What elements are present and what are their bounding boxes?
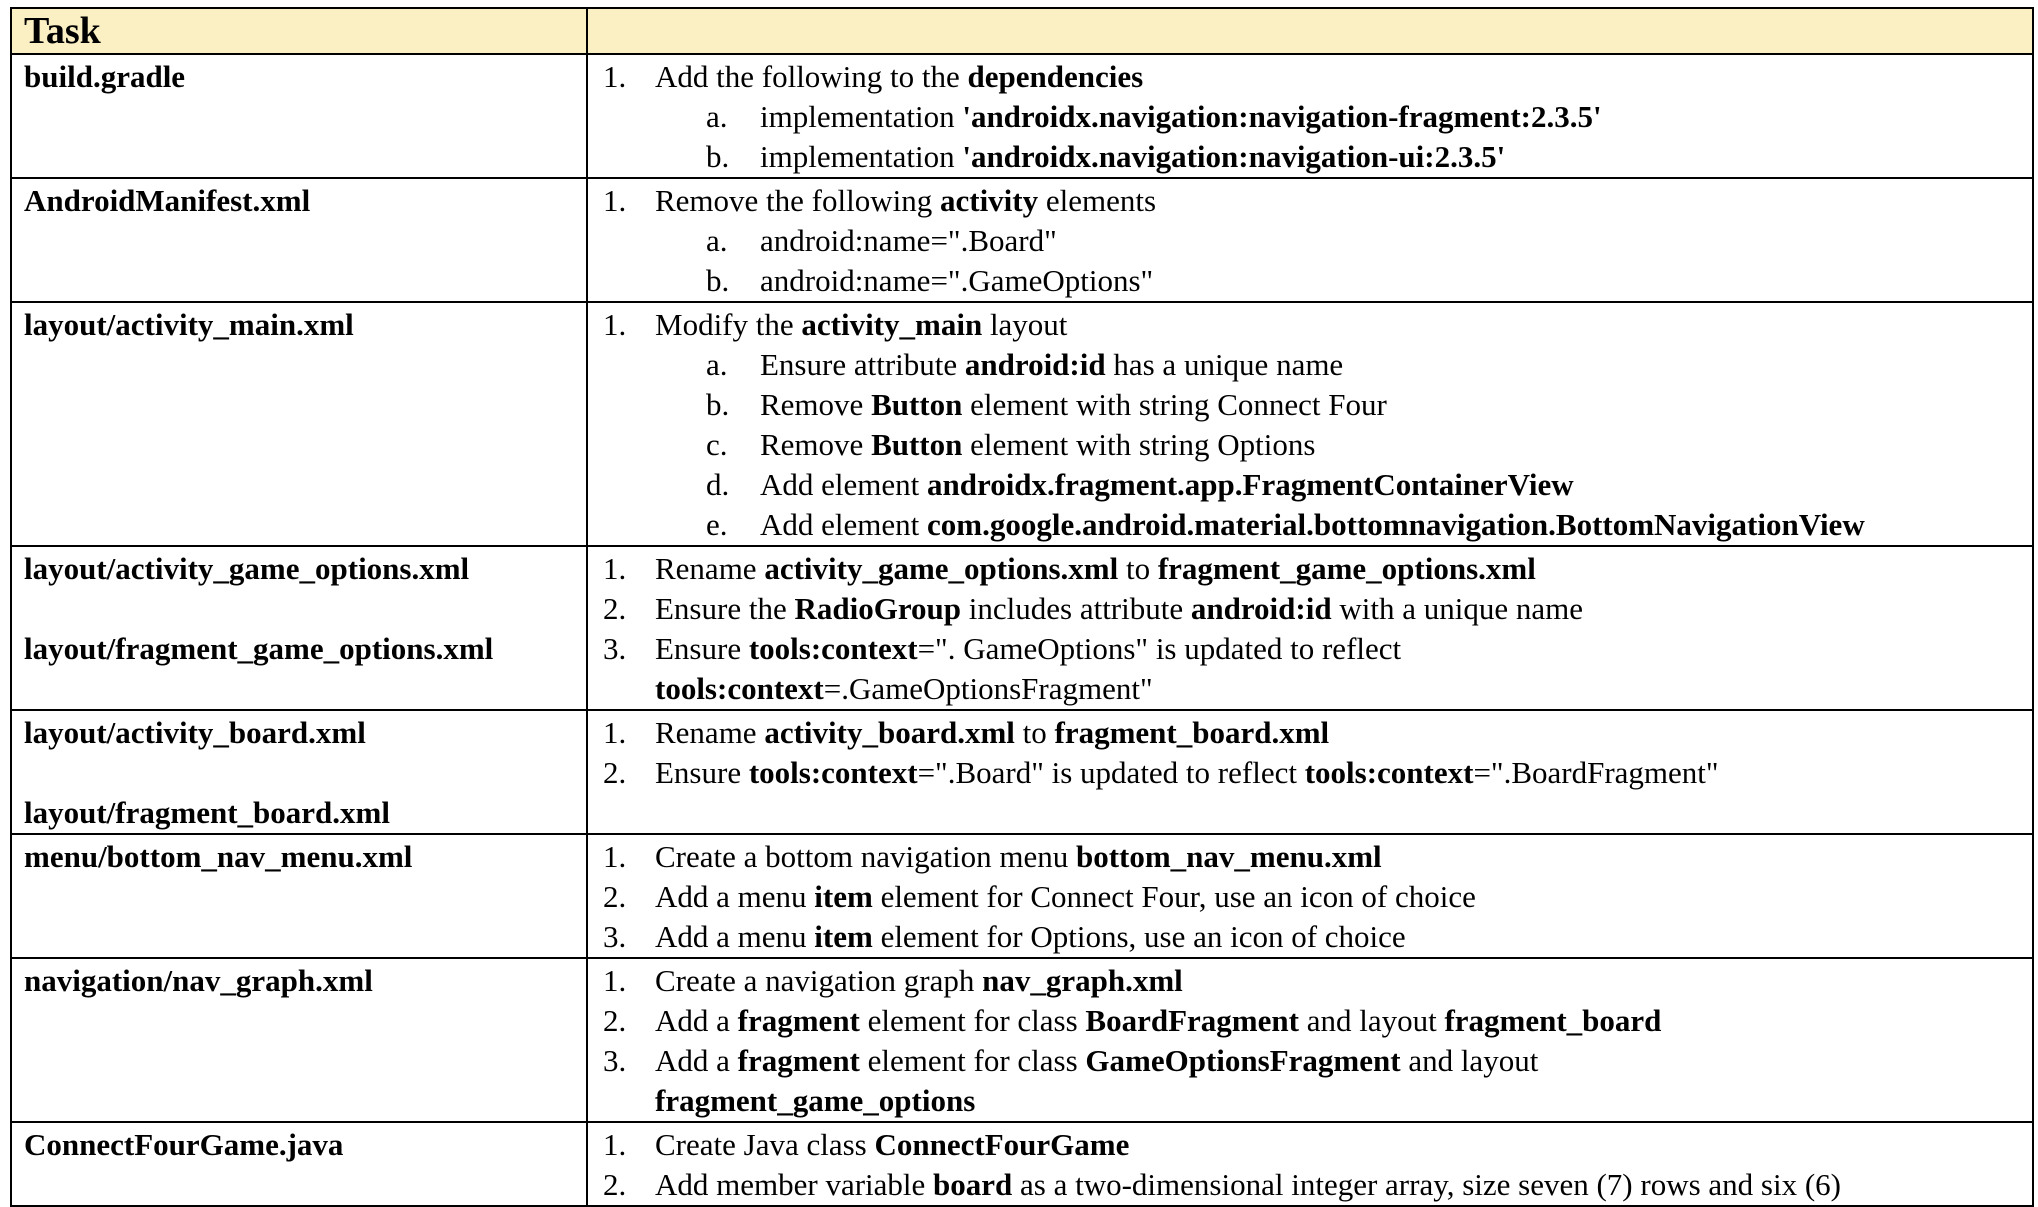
step-number: 1. — [603, 963, 627, 998]
steps-cell — [587, 710, 2033, 834]
step-text: element for Connect Four, use an icon of choice — [872, 879, 1476, 914]
step — [588, 305, 2032, 345]
sub-step — [588, 97, 2032, 137]
task-file-name: AndroidManifest.xml — [24, 183, 311, 218]
steps-cell — [587, 302, 2033, 546]
step-code-text: RadioGroup — [794, 591, 962, 626]
step — [588, 57, 2032, 97]
step-code-text: Button — [871, 387, 963, 422]
step-text: Rename — [655, 551, 765, 586]
step-text: =".BoardFragment" — [1473, 755, 1719, 790]
step-code-text: bottom_nav_menu.xml — [1075, 839, 1382, 874]
step-text: element with string Options — [962, 427, 1316, 462]
step — [588, 713, 2032, 753]
step-code-text: com.google.android.material.bottomnavigation.BottomNavigationView — [927, 507, 1865, 542]
step-text: elements — [1038, 183, 1157, 218]
step-text: Ensure — [655, 755, 749, 790]
sub-step — [588, 261, 2032, 301]
step-number: 2. — [603, 879, 627, 914]
table-row — [11, 1122, 2033, 1206]
step-text: Ensure attribute — [760, 347, 965, 382]
step-text: =".Board" is updated to reflect — [917, 755, 1305, 790]
step-text: Add a — [655, 1043, 738, 1078]
step-code-text: fragment_game_options — [655, 1083, 976, 1118]
step-code-text: tools:context — [655, 671, 824, 706]
step-code-text: androidx.fragment.app.FragmentContainerView — [927, 467, 1574, 502]
step-number: 3. — [603, 1043, 627, 1078]
step — [588, 629, 2032, 669]
step-code-text: ConnectFourGame — [874, 1127, 1130, 1162]
step-text: Add a menu — [655, 919, 815, 954]
step-number: e. — [706, 507, 728, 542]
task-cell — [11, 710, 587, 834]
step-code-text: nav_graph.xml — [982, 963, 1183, 998]
table-row — [11, 834, 2033, 958]
step-text: element for Options, use an icon of choice — [872, 919, 1406, 954]
step-text: Add a menu — [655, 879, 815, 914]
step-number: b. — [706, 139, 730, 174]
step-number: 1. — [603, 59, 627, 94]
task-spacer — [24, 753, 576, 793]
step-code-text: activity_game_options.xml — [764, 551, 1119, 586]
step-code-text: activity — [939, 183, 1039, 218]
step-text: as a two-dimensional integer array, size seven (7) rows and six (6) — [1012, 1167, 1841, 1202]
step-code-text: android:id — [964, 347, 1106, 382]
step-number: 1. — [603, 551, 627, 586]
task-cell — [11, 834, 587, 958]
step-text: =". GameOptions" is updated to reflect — [917, 631, 1402, 666]
step-text: android:name=".Board" — [760, 223, 1057, 258]
step-text: Add a — [655, 1003, 738, 1038]
step-text: with a unique name — [1331, 591, 1583, 626]
step-number: 1. — [603, 1127, 627, 1162]
step-code-text: fragment_board.xml — [1054, 715, 1330, 750]
table-row — [11, 302, 2033, 546]
step-code-text: tools:context — [748, 631, 918, 666]
task-file-name: layout/fragment_board.xml — [24, 795, 390, 830]
step-text: implementation — [760, 99, 963, 134]
step-number: 2. — [603, 591, 627, 626]
step — [588, 837, 2032, 877]
step-number: 3. — [603, 919, 627, 954]
step — [588, 1125, 2032, 1165]
step-text: Add element — [760, 507, 928, 542]
step-number: b. — [706, 387, 730, 422]
step-text: element for class — [859, 1003, 1086, 1038]
sub-step — [588, 505, 2032, 545]
step — [588, 1165, 2032, 1205]
step — [588, 669, 2032, 709]
step — [588, 1041, 2032, 1081]
step — [588, 181, 2032, 221]
step-number: 2. — [603, 1167, 627, 1202]
step-text: implementation — [760, 139, 963, 174]
task-cell — [11, 546, 587, 710]
steps-cell — [587, 54, 2033, 178]
step-code-text: dependencies — [967, 59, 1144, 94]
step — [588, 877, 2032, 917]
sub-step — [588, 465, 2032, 505]
task-file-name: menu/bottom_nav_menu.xml — [24, 839, 413, 874]
step-code-text: fragment — [737, 1043, 860, 1078]
task-cell — [11, 958, 587, 1122]
step-text: Add element — [760, 467, 928, 502]
sub-step — [588, 221, 2032, 261]
step-text: element with string Connect Four — [962, 387, 1387, 422]
step-text: Create a navigation graph — [655, 963, 983, 998]
step-code-text: Button — [871, 427, 963, 462]
task-cell — [11, 1122, 587, 1206]
steps-cell — [587, 546, 2033, 710]
step-code-text: tools:context — [1304, 755, 1474, 790]
step-text: and layout — [1400, 1043, 1539, 1078]
task-table — [10, 7, 2034, 1207]
steps-cell — [587, 958, 2033, 1122]
step-text: Add member variable — [655, 1167, 934, 1202]
step-code-text: 'androidx.navigation:navigation-fragment:2.3.5' — [962, 99, 1602, 134]
step-text: Rename — [655, 715, 765, 750]
task-spacer — [24, 589, 576, 629]
step-text: and layout — [1298, 1003, 1445, 1038]
sub-step — [588, 385, 2032, 425]
step-code-text: tools:context — [748, 755, 918, 790]
step-number: 3. — [603, 631, 627, 666]
step — [588, 549, 2032, 589]
task-cell — [11, 178, 587, 302]
task-file-name: build.gradle — [24, 59, 186, 94]
step-text: Remove — [760, 387, 872, 422]
step-text: Remove the following — [655, 183, 940, 218]
step-code-text: board — [933, 1167, 1013, 1202]
step-number: 1. — [603, 307, 627, 342]
step-text: Ensure — [655, 631, 749, 666]
step-code-text: android:id — [1190, 591, 1332, 626]
step-code-text: 'androidx.navigation:navigation-ui:2.3.5' — [962, 139, 1506, 174]
step — [588, 917, 2032, 957]
step-text: Ensure the — [655, 591, 795, 626]
step-text: Remove — [760, 427, 872, 462]
step-number: 1. — [603, 183, 627, 218]
step-code-text: item — [814, 879, 873, 914]
step-text: android:name=".GameOptions" — [760, 263, 1154, 298]
step-number: a. — [706, 223, 728, 258]
task-file-name: ConnectFourGame.java — [24, 1127, 344, 1162]
step — [588, 589, 2032, 629]
table-row — [11, 54, 2033, 178]
table-row — [11, 546, 2033, 710]
step-text: element for class — [859, 1043, 1086, 1078]
step-number: a. — [706, 347, 728, 382]
step-code-text: fragment — [737, 1003, 860, 1038]
step-text: includes attribute — [961, 591, 1191, 626]
step-text: layout — [982, 307, 1068, 342]
step-number: a. — [706, 99, 728, 134]
step-code-text: activity_board.xml — [764, 715, 1015, 750]
steps-cell — [587, 834, 2033, 958]
step — [588, 753, 2032, 793]
step-text: has a unique name — [1105, 347, 1344, 382]
step-number: d. — [706, 467, 730, 502]
step-number: 1. — [603, 839, 627, 874]
step-code-text: fragment_game_options.xml — [1157, 551, 1536, 586]
step — [588, 961, 2032, 1001]
table-row — [11, 178, 2033, 302]
table-row — [11, 710, 2033, 834]
header-task: Task — [11, 8, 587, 54]
step-code-text: activity_main — [801, 307, 983, 342]
sub-step — [588, 425, 2032, 465]
step-text: to — [1014, 715, 1055, 750]
task-cell — [11, 302, 587, 546]
table-header-row — [11, 8, 2033, 54]
step — [588, 1081, 2032, 1121]
step-text: =.GameOptionsFragment" — [823, 671, 1153, 706]
step-number: b. — [706, 263, 730, 298]
step-number: c. — [706, 427, 728, 462]
task-file-name: layout/fragment_game_options.xml — [24, 631, 494, 666]
sub-step — [588, 137, 2032, 177]
task-file-name: layout/activity_game_options.xml — [24, 551, 470, 586]
step-code-text: item — [814, 919, 873, 954]
step — [588, 1001, 2032, 1041]
task-file-name: layout/activity_main.xml — [24, 307, 354, 342]
step-code-text: GameOptionsFragment — [1085, 1043, 1401, 1078]
table-row — [11, 958, 2033, 1122]
step-text: Create Java class — [655, 1127, 875, 1162]
step-number: 2. — [603, 1003, 627, 1038]
steps-cell — [587, 178, 2033, 302]
table-body — [11, 54, 2033, 1206]
step-code-text: fragment_board — [1444, 1003, 1662, 1038]
step-text: Add the following to the — [655, 59, 968, 94]
step-number: 2. — [603, 755, 627, 790]
step-code-text: BoardFragment — [1085, 1003, 1299, 1038]
step-text: to — [1118, 551, 1158, 586]
steps-cell — [587, 1122, 2033, 1206]
step-text: Modify the — [655, 307, 802, 342]
task-file-name: layout/activity_board.xml — [24, 715, 366, 750]
step-text: Create a bottom navigation menu — [655, 839, 1076, 874]
task-cell — [11, 54, 587, 178]
sub-step — [588, 345, 2032, 385]
task-file-name: navigation/nav_graph.xml — [24, 963, 373, 998]
header-details — [587, 8, 2033, 54]
step-number: 1. — [603, 715, 627, 750]
